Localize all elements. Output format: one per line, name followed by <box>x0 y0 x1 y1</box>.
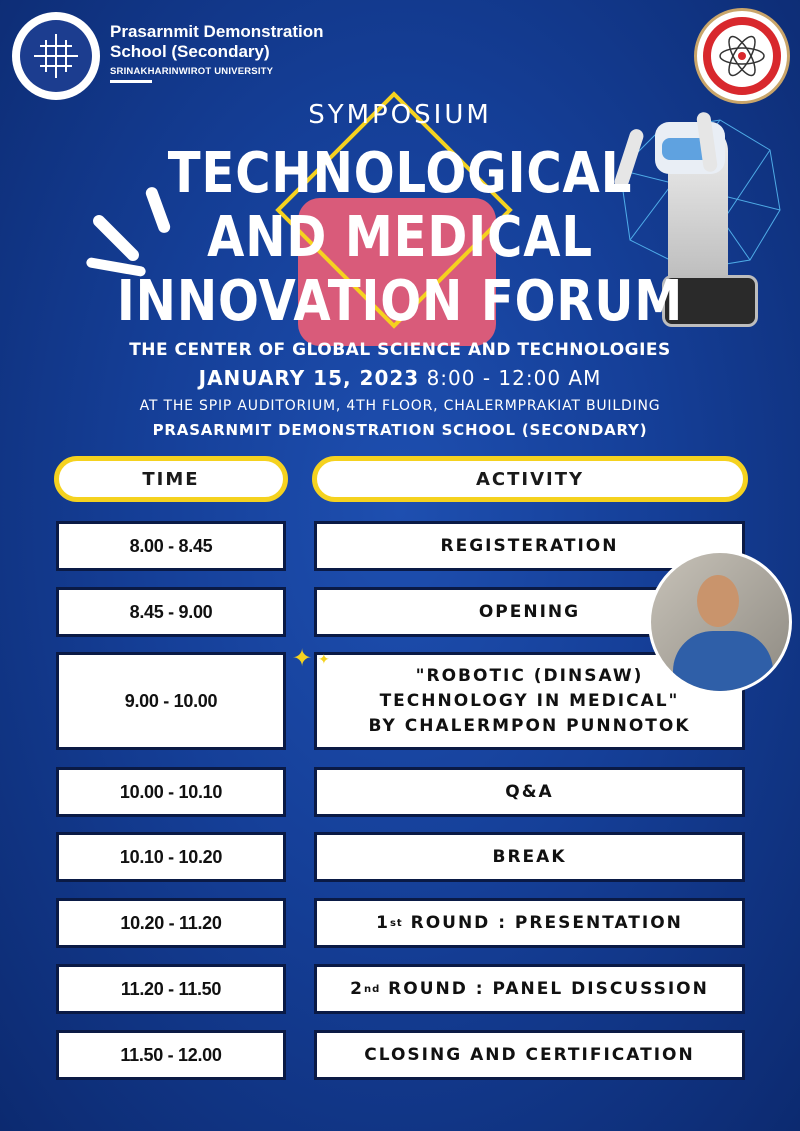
time-cell: 8.45 - 9.00 <box>56 587 286 637</box>
time-cell: 10.20 - 11.20 <box>56 898 286 948</box>
event-time: 8:00 - 12:00 AM <box>426 366 602 390</box>
time-cell: 8.00 - 8.45 <box>56 521 286 571</box>
divider <box>110 80 152 83</box>
activity-cell: CLOSING AND CERTIFICATION <box>314 1030 745 1080</box>
round-number: 2 <box>350 978 364 999</box>
school-name-line1: Prasarnmit Demonstration <box>110 22 324 41</box>
organizer: THE CENTER OF GLOBAL SCIENCE AND TECHNOLOGIES <box>129 340 671 360</box>
activity-text: ROUND : PANEL DISCUSSION <box>380 978 709 999</box>
event-type: SYMPOSIUM <box>308 100 492 130</box>
event-title-line3: INNOVATION FORUM <box>116 269 684 334</box>
school-name-line2: School (Secondary) <box>110 42 270 61</box>
round-suffix: nd <box>363 983 381 995</box>
time-cell: 10.10 - 10.20 <box>56 832 286 882</box>
activity-text: ROUND : PRESENTATION <box>402 912 683 933</box>
speaker-photo <box>648 550 792 694</box>
event-date-time <box>0 366 800 390</box>
activity-line: TECHNOLOGY IN MEDICAL" <box>379 690 680 711</box>
activity-line: "ROBOTIC (DINSAW) <box>415 665 644 686</box>
venue-line2: PRASARNMIT DEMONSTRATION SCHOOL (SECONDARY) <box>152 421 648 439</box>
round-number: 1 <box>376 912 390 933</box>
activity-cell <box>314 898 745 948</box>
activity-cell: OPENING <box>314 587 745 637</box>
sparkle-icon: ✦ <box>292 644 313 672</box>
school-name <box>110 22 324 62</box>
event-title-line1: TECHNOLOGICAL <box>167 141 633 206</box>
activity-cell: BREAK <box>314 832 745 882</box>
round-suffix: st <box>389 917 403 929</box>
venue-line1: AT THE SPIP AUDITORIUM, 4TH FLOOR, CHALERMPRAKIAT BUILDING <box>139 398 661 414</box>
activity-cell: REGISTERATION <box>314 521 745 571</box>
time-cell: 11.20 - 11.50 <box>56 964 286 1014</box>
event-date: JANUARY 15, 2023 <box>198 366 420 390</box>
event-title-line2: AND MEDICAL <box>207 205 593 270</box>
university-name: SRINAKHARINWIROT UNIVERSITY <box>110 66 274 77</box>
activity-cell: Q&A <box>314 767 745 817</box>
activity-header: ACTIVITY <box>312 456 748 502</box>
time-cell: 10.00 - 10.10 <box>56 767 286 817</box>
activity-cell <box>314 964 745 1014</box>
time-cell: 9.00 - 10.00 <box>56 652 286 750</box>
sparkle-icon: ✦ <box>318 652 330 668</box>
school-emblem-icon <box>12 12 100 100</box>
time-cell: 11.50 - 12.00 <box>56 1030 286 1080</box>
activity-line: BY CHALERMPON PUNNOTOK <box>368 715 691 736</box>
atom-emblem-icon <box>694 8 790 104</box>
time-header: TIME <box>54 456 288 502</box>
